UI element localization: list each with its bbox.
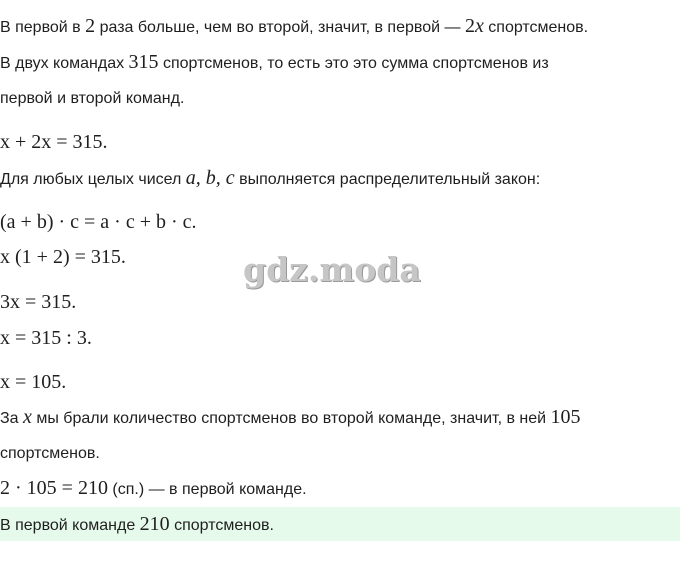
answer-box	[0, 507, 680, 541]
watermark-logo: gdz.moda	[243, 250, 421, 289]
equation-3: x (1 + 2) = 315.	[0, 246, 126, 268]
equation-6: x = 105.	[0, 371, 67, 393]
text-line-7: 2 · 105 = 210 (сп.) — в первой команде.	[0, 477, 307, 499]
equation-4: 3x = 315.	[0, 291, 77, 313]
text-line-2: В двух командах 315 спортсменов, то есть это это сумма спортсменов из	[0, 51, 549, 73]
equation-2: (a + b) · c = a · c + b · c.	[0, 211, 197, 233]
text-line-6: спортсменов.	[0, 445, 100, 462]
equation-5: x = 315 : 3.	[0, 327, 92, 349]
text-line-1: В первой в 2 раза больше, чем во второй, значит, в первой — 2x спортсменов.	[0, 15, 589, 37]
text-line-4: Для любых целых чисел a, b, c выполняется распределительный закон:	[0, 167, 541, 189]
answer-text: В первой команде 210 спортсменов.	[0, 513, 274, 535]
text-line-5: За x мы брали количество спортсменов во второй команде, значит, в ней 105	[0, 406, 581, 428]
text-line-3: первой и второй команд.	[0, 90, 185, 107]
equation-1: x + 2x = 315.	[0, 131, 108, 153]
